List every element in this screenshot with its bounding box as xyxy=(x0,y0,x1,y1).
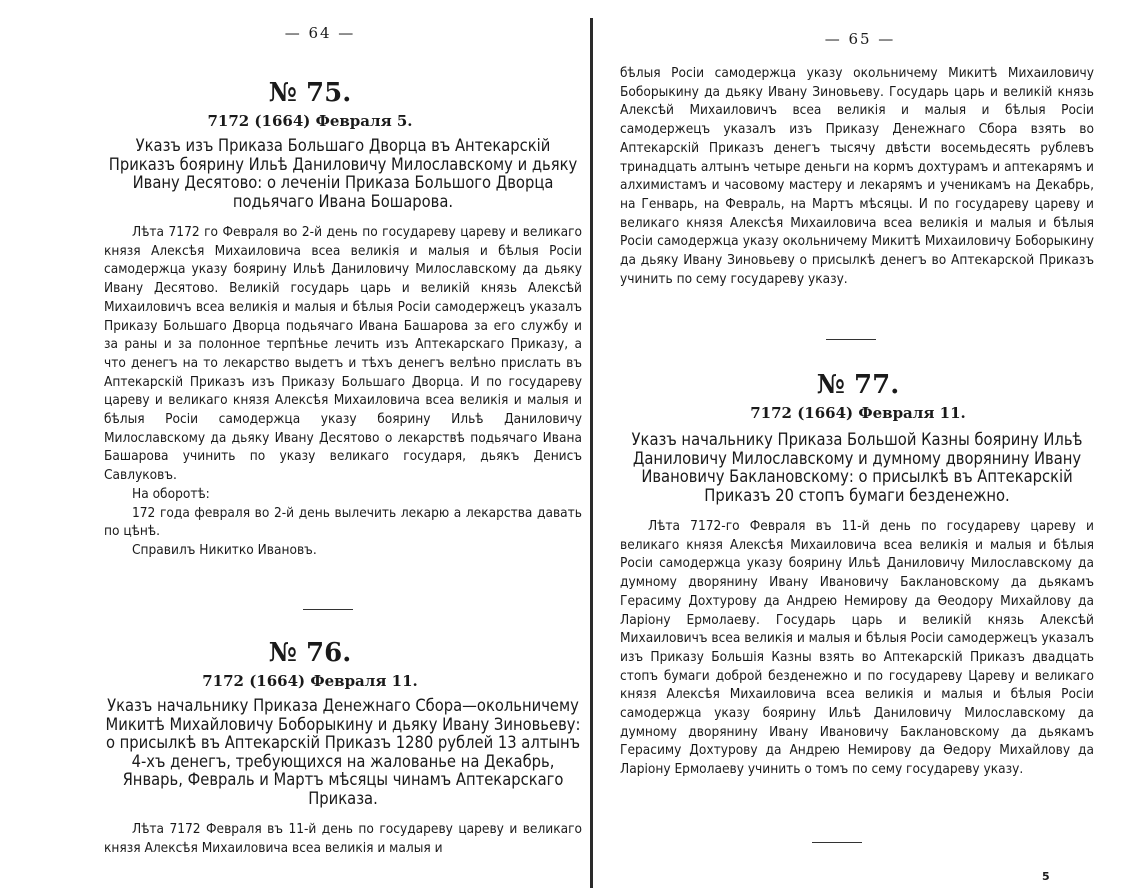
document-body-76-continued xyxy=(620,64,1094,288)
page-number-65: — 65 — xyxy=(824,30,896,48)
document-body-75 xyxy=(104,223,582,560)
book-spine xyxy=(590,18,593,888)
document-number-75: № 75. xyxy=(268,78,352,108)
section-divider xyxy=(303,609,353,610)
signature-mark: 5 xyxy=(1042,870,1050,883)
document-number-76: № 76. xyxy=(268,638,352,668)
document-text-75: Лѣта 7172 го Февраля во 2-й день по государеву цареву и великаго князя Алексѣя Михаиловича всеа великія и малыя и бѣлыя Росіи самодержца указу боярину Ильѣ Даниловичу Милославскому да дьяку Ивану Десятово. Великій государь царь и великій князь Алексѣй Михаиловичъ всеа великія и малыя и бѣлыя Росіи самодержецъ указалъ Приказу Большаго Дворца подьячаго Ивана Башарова за его службу и за раны и за полонное терпѣнье лечить изъ Аптекарскаго Приказу, а что денегъ на то лекарство выдетъ и тѣхъ денегъ велѣно прислать въ Аптекарскій Приказъ изъ Приказу Большаго Дворца. И по государеву цареву и великаго князя Алексѣя Михаиловича всеа великія и малыя и бѣлыя Росіи самодержца указу боярину Ильѣ Даниловичу Милославскому да дьяку Ивану Десятово о лекарствѣ подьячаго Ивана Башарова учинить по указу великаго государя, дьякъ Денисъ Савлуковъ. xyxy=(104,224,582,484)
verso-text: 172 года февраля во 2-й день вылечить лекарю а лекарства давать по цѣнѣ. xyxy=(104,504,582,540)
section-divider xyxy=(826,339,876,340)
signature-line: Справилъ Никитко Ивановъ. xyxy=(132,541,317,558)
right-page xyxy=(596,0,1140,896)
document-text-76-continued: бѣлыя Росіи самодержца указу окольничему Микитѣ Михаиловичу Боборыкину да дьяку Ивану Зиновьеву. Государь царь и великій князь Алексѣй Михаиловичъ всеа великія и малыя и бѣлыя Росіи самодержецъ указалъ изъ Приказу Денежнаго Сбора взять во Аптекарскій Приказъ денегъ тысячу двѣсти восемьдесять рублевъ тринадцать алтынъ четыре деньги на кормъ дохтурамъ и аптекарямъ и алхимистамъ и часовому мастеру и лекарямъ и ученикамъ на Декабрь, на Генварь, на Февраль, на Мартъ мѣсяцы. И по государеву цареву и великаго князя Алексѣя Михаиловича всеа великія и малыя и бѣлыя Росіи самодержца указу окольничему Микитѣ Михаиловичу Боборыкину да дьяку Ивану Зиновьеву о присылкѣ денегъ во Аптекарской Приказъ учинить по сему государеву указу. xyxy=(620,65,1094,287)
document-date-75: 7172 (1664) Февраля 5. xyxy=(207,112,413,130)
section-divider xyxy=(812,842,862,843)
document-date-77: 7172 (1664) Февраля 11. xyxy=(750,404,966,422)
document-title-77: Указъ начальнику Приказа Большой Казны боярину Ильѣ Даниловичу Милославскому и думному дворянину Ивану Ивановичу Баклановскому: о присылкѣ въ Аптекарскій Приказъ 20 стопъ бумаги безденежно. xyxy=(631,430,1083,505)
document-text-76-start: Лѣта 7172 Февраля въ 11-й день по государеву цареву и великаго князя Алексѣя Михаиловича всеа великія и малыя и xyxy=(104,821,582,856)
page-number-64: — 64 — xyxy=(284,24,356,42)
document-number-77: № 77. xyxy=(816,370,900,400)
document-body-76-start xyxy=(104,820,582,857)
document-title-75: Указъ изъ Приказа Большаго Дворца въ Антекарскій Приказъ боярину Ильѣ Даниловичу Милославскому и дьяку Ивану Десятово: о леченіи Приказа Большого Дворца подьячаго Ивана Бошарова. xyxy=(108,136,578,211)
document-date-76: 7172 (1664) Февраля 11. xyxy=(202,672,418,690)
verso-label: На оборотѣ: xyxy=(132,485,210,502)
document-body-77 xyxy=(620,517,1094,779)
document-title-76: Указъ начальнику Приказа Денежнаго Сбора—окольничему Микитѣ Михайловичу Боборыкину и дьяку Ивану Зиновьеву: о присылкѣ въ Аптекарскій Приказъ 1280 рублей 13 алтынъ 4-хъ денегъ, требующихся на жалованье на Декабрь, Январь, Февраль и Мартъ мѣсяцы чинамъ Аптекарскаго Приказа. xyxy=(105,696,581,808)
document-text-77: Лѣта 7172-го Февраля въ 11-й день по государеву цареву и великаго князя Алексѣя Михаиловича всеа великія и малыя и бѣлыя Росіи самодержца указу боярину Ильѣ Даниловичу Милославскому да думному дворянину Ивану Ивановичу Баклановскому да дьякамъ Герасиму Дохтурову да Андрею Немирову да Ѳеодору Михайлову да Ларіону Ермолаеву. Государь царь и великій князь Алексѣй Михаиловичъ всеа великія и малыя и бѣлыя Росіи самодержецъ указалъ изъ Приказу Большія Казны взять во Аптекарскій Приказъ двадцать стопъ бумаги доброй безденежно и по государеву Цареву и великаго князя Алексѣя Михаиловича всеа великія и малыя и бѣлыя Росіи самодержца указу боярину Ильѣ Даниловичу Милославскому да думному дворянину Ивану Ивановичу Баклановскому да дьякамъ Герасиму Дохтурову да Андрею Немирову да Ѳедору Михайлову да Ларіону Ермолаеву учинить о томъ по сему государеву указу. xyxy=(620,518,1094,778)
